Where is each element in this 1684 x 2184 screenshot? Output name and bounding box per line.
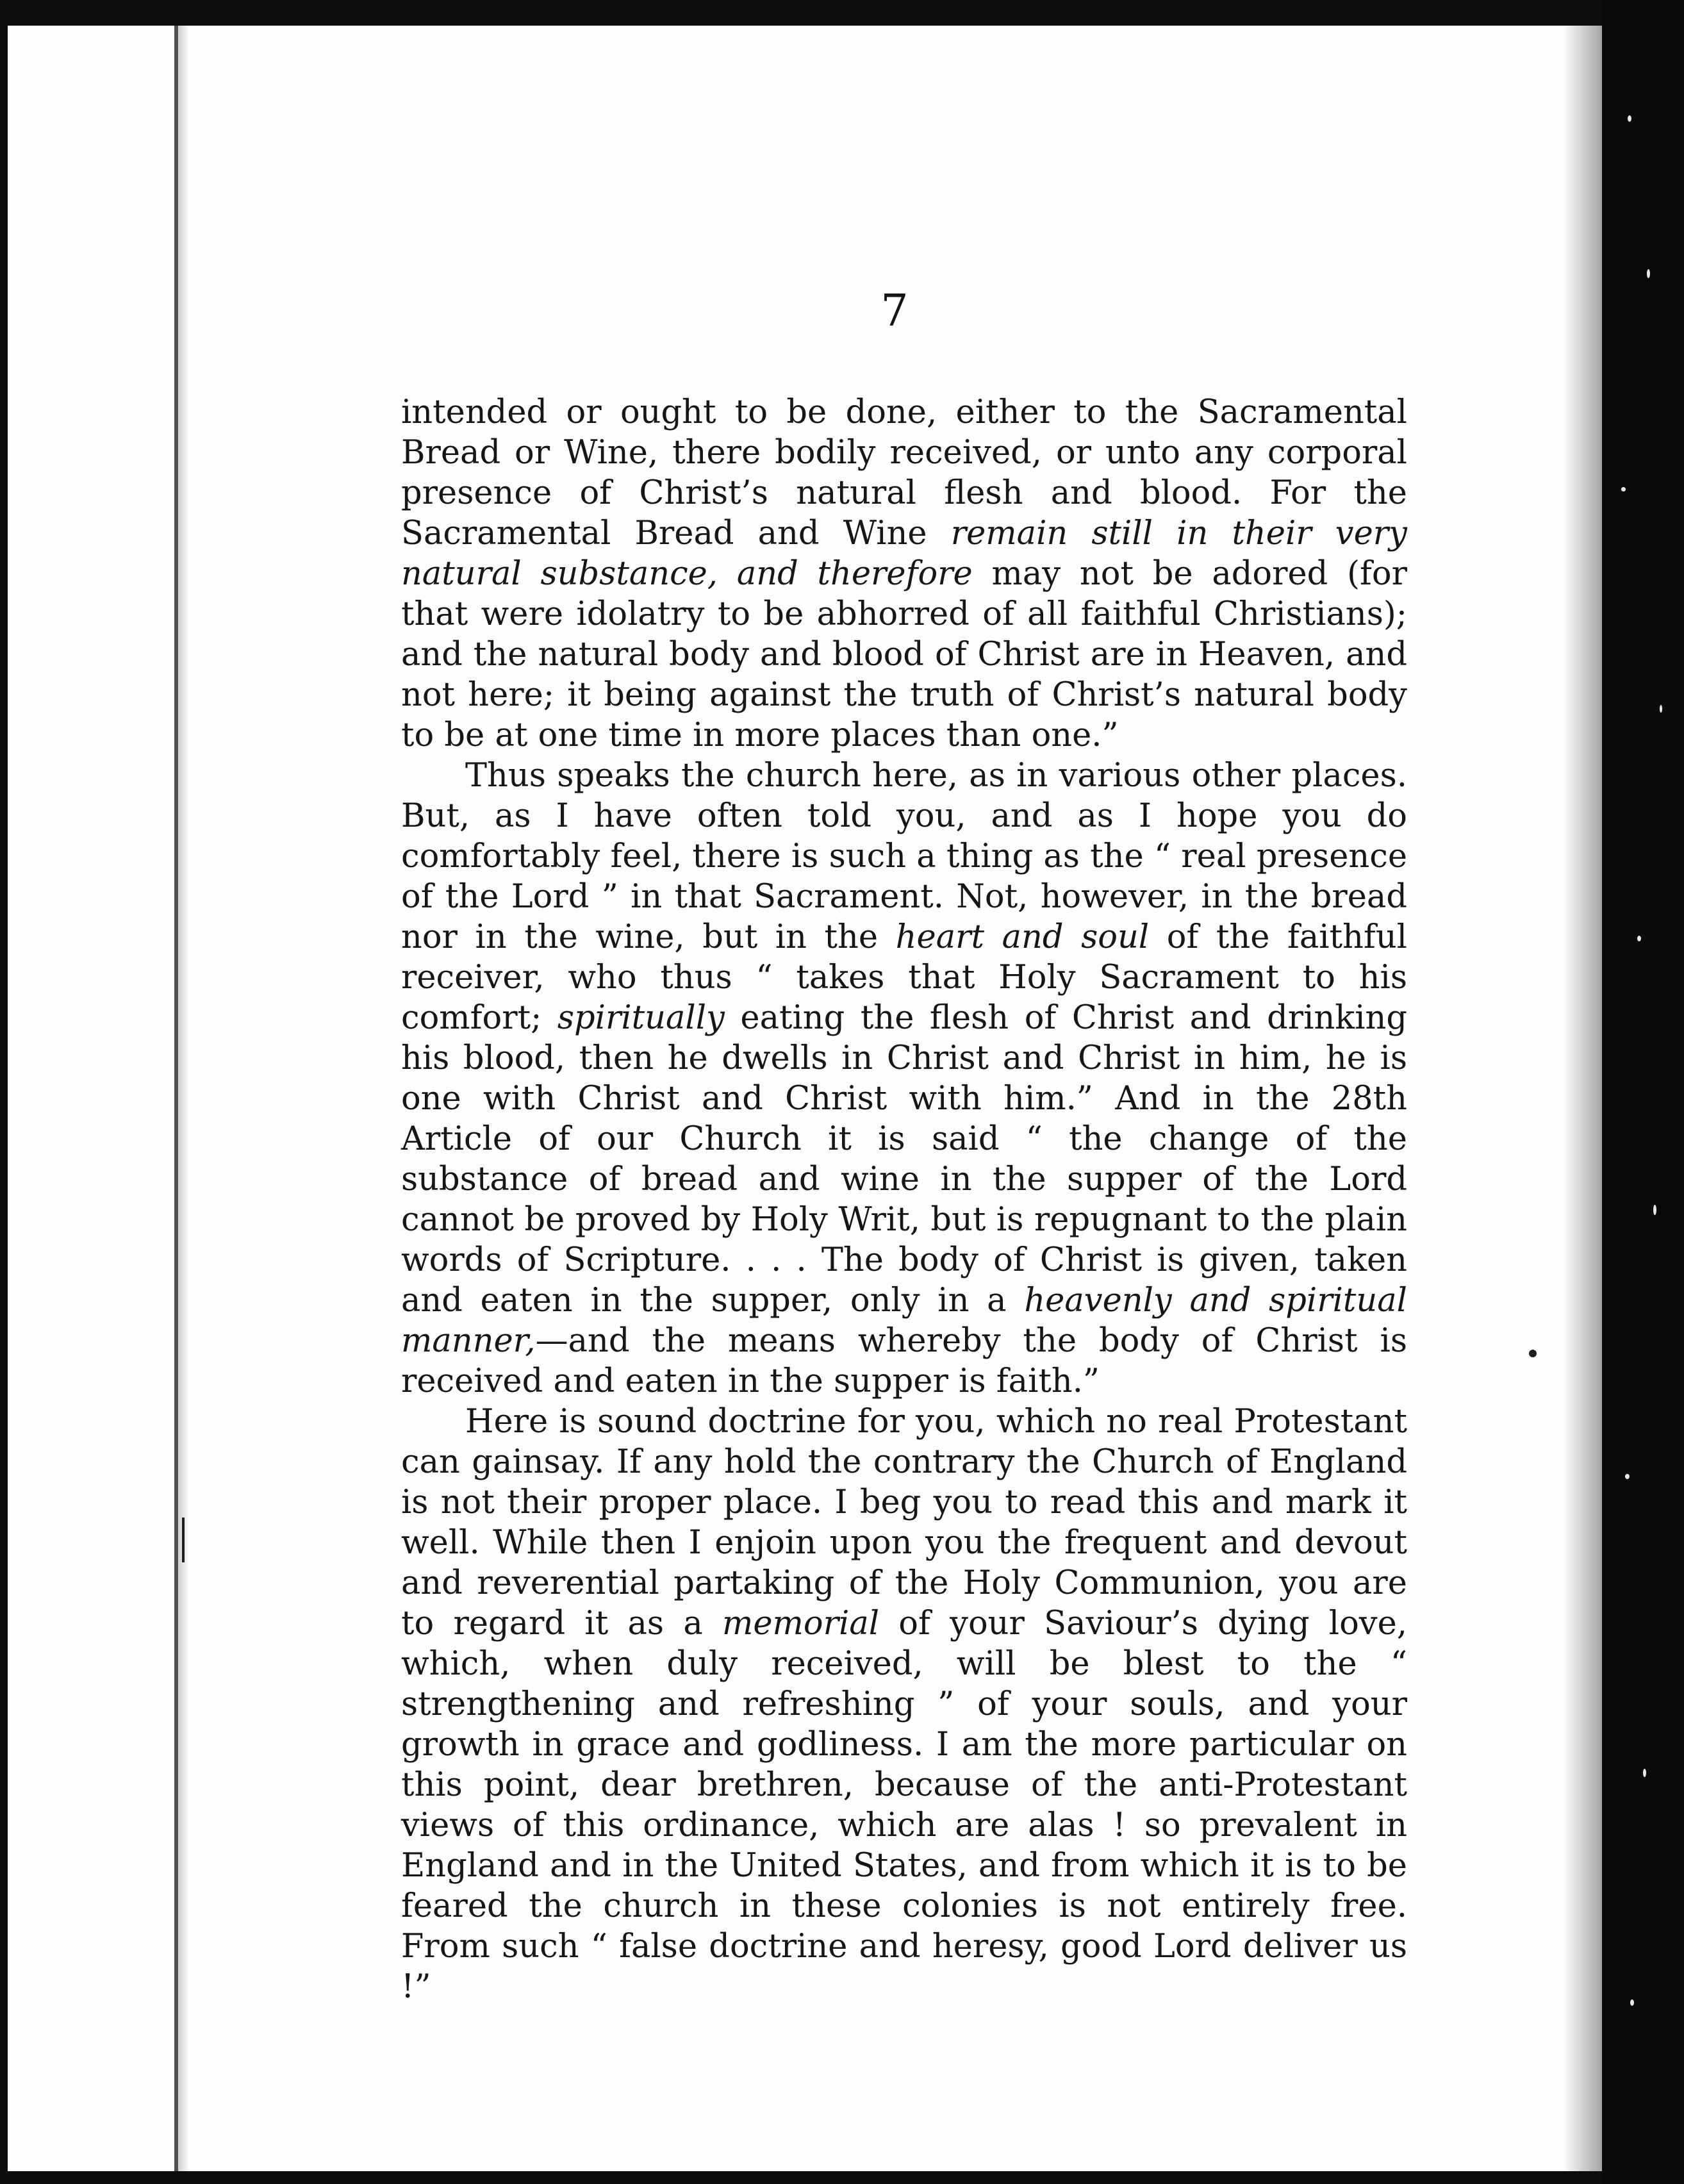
scan-speck <box>1630 1999 1634 2006</box>
italic-text: remain still in their very natural substance, and therefore <box>401 515 1407 593</box>
scan-speck <box>1653 1205 1656 1215</box>
paragraph <box>401 756 1407 1402</box>
text-run: Thus speaks the church here, as in various other places. But, as I have often told you, and as I hope you do comfortably feel, there is such a thing as the “ real presence of the Lord ” in that Sacrament. Not, however, in the bread nor in the wine, but in the <box>401 757 1407 956</box>
italic-text: heavenly and spiritual manner, <box>401 1282 1407 1360</box>
text-run: —and the means whereby the body of Christ is received and eaten in the supper is faith.” <box>401 1322 1407 1400</box>
margin-mark <box>182 1518 185 1562</box>
paragraph <box>401 1402 1407 2007</box>
page-edge-shade <box>1564 26 1602 2171</box>
text-run: intended or ought to be done, either to the Sacramental Bread or Wine, there bodily received, or unto any corporal presence of Christ’s natural flesh and blood. For the Sacramental Bread and Wine <box>401 393 1407 552</box>
italic-text: memorial <box>722 1605 880 1642</box>
italic-text: spiritually <box>557 999 725 1037</box>
page-number: 7 <box>880 286 909 336</box>
text-run: Here is sound doctrine for you, which no real Protestant can gainsay. If any hold the contrary the Church of England is not their proper place. I beg you to read this and mark it well. While then I enjoin upon you the frequent and devout and reverential partaking of the Holy Communion, you are to regard it as a <box>401 1403 1407 1642</box>
scan-right-edge <box>1602 0 1684 2184</box>
text-run: eating the flesh of Christ and drinking his blood, then he dwells in Christ and Christ in him, he is one with Christ and Christ with him.” And in the 28th Article of our Church it is said “ the change of the substance of bread and wine in the supper of the Lord cannot be proved by Holy Writ, but is repugnant to the plain words of Scripture. . . . The body of Christ is given, taken and eaten in the supper, only in a <box>401 999 1407 1320</box>
scan-speck <box>1628 115 1631 122</box>
body-text <box>401 392 1407 2007</box>
scan-speck <box>1660 705 1662 713</box>
scan-speck <box>1621 487 1626 492</box>
scan-speck <box>1625 1474 1630 1479</box>
text-run: of the faithful receiver, who thus “ takes that Holy Sacrament to his comfort; <box>401 918 1407 1037</box>
text-run: may not be adored (for that were idolatry to be abhorred of all faithful Christians); and the natural body and blood of Christ are in Heaven, and not here; it being against the truth of Christ’s natural body to be at one time in more places than one.” <box>401 555 1407 754</box>
text-run: of your Saviour’s dying love, which, when duly received, will be blest to the “ strengthening and refreshing ” of your souls, and your growth in grace and godliness. I am the more particular on this point, dear brethren, because of the anti-Protestant views of this ordinance, which are alas ! so prevalent in England and in the United States, and from which it is to be feared the church in these colonies is not entirely free. From such “ false doctrine and heresy, good Lord deliver us !” <box>401 1605 1407 2006</box>
scan-speck <box>1647 269 1650 278</box>
scan-speck <box>1637 936 1641 941</box>
binding-shadow <box>178 26 190 2171</box>
ink-dot <box>1529 1350 1537 1357</box>
italic-text: heart and soul <box>895 918 1150 956</box>
paragraph <box>401 392 1407 756</box>
scan-speck <box>1643 1769 1646 1777</box>
